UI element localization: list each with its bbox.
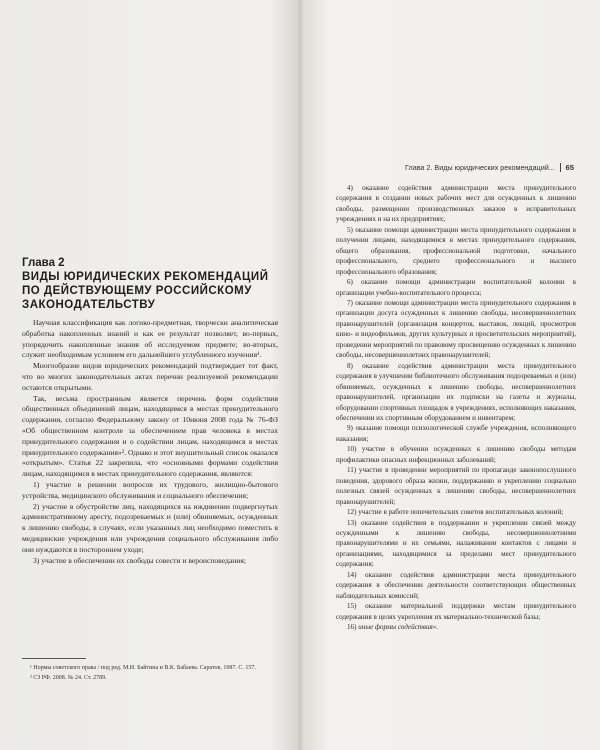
paragraph: 4) оказание содействия администрации места принудительного содержания в создании новых рабочих мест для осужденных к лишению свободы, размещении производственных заказов в исправительных учреждениях и на их предприятиях; <box>336 184 576 224</box>
paragraph: 5) оказание помощи администрации места принудительного содержания в получении лицами, находящимися в местах принудительного содержания, общего образования, профессиональной подготовки, начального профессионального, среднего профессионального и высшего профессионального образования; <box>336 225 576 276</box>
paragraph: Научная классификация как логико-предметная, творчески аналитическая обработка накопленных знаний и как ее результат позволяет, во-первых, упорядочить накопленные знания об исследуемом предмете; во-вторых, служит необходимым условием его дальнейшего углубленного изучения¹. <box>22 318 278 360</box>
paragraph: 6) оказание помощи администрации воспитательной колонии в организации учебно-воспитательного процесса; <box>336 278 576 297</box>
paragraph: 12) участие в работе попечительских советов воспитательных колоний; <box>347 508 564 517</box>
footnote-divider <box>22 658 86 659</box>
footnote: ² СЗ РФ. 2008. № 24. Ст. 2789. <box>30 675 107 681</box>
paragraph: 1) участие в решении вопросов их трудового, жилищно-бытового устройства, медицинского обслуживания и социального обеспечения; <box>22 479 278 500</box>
paragraph: 15) оказание материальной поддержки местам принудительного содержания в целях укрепления их материально-технической базы; <box>336 602 576 621</box>
last-paragraph <box>336 622 576 632</box>
chapter-label: Глава 2 <box>22 257 65 269</box>
paragraph: 14) оказание содействия администрации места принудительного содержания в обеспечении деятельности соответствующих общественных наблюдательных комиссий; <box>336 570 576 600</box>
running-header <box>388 163 574 172</box>
footnotes <box>22 664 278 684</box>
running-header-title: Глава 2. Виды юридических рекомендаций... <box>405 163 555 172</box>
paragraph: 3) участие в обеспечении их свободы совести и вероисповедания; <box>33 555 246 565</box>
paragraph: 10) участие в обучении осужденных к лишению свободы методам профилактики опасных инфекционных заболеваний; <box>336 445 576 464</box>
left-body-text <box>22 318 278 566</box>
right-body-text <box>336 183 576 632</box>
paragraph: 11) участие в проведении мероприятий по пропаганде законопослушного поведения, здорового образа жизни, поддержанию и укреплению социально полезных связей осужденных к лишению свободы, несовершеннолетних правонарушителей; <box>336 466 576 506</box>
chapter-title: ВИДЫ ЮРИДИЧЕСКИХ РЕКОМЕНДАЦИЙ ПО ДЕЙСТВУЮЩЕМУ РОССИЙСКОМУ ЗАКОНОДАТЕЛЬСТВУ <box>22 271 269 311</box>
last-paragraph-number: 16) <box>347 623 357 632</box>
paragraph: Многообразие видов юридических рекомендаций подтверждает тот факт, что во многих законодательных актах перечни реализуемой рекомендации остаются открытыми. <box>22 361 278 392</box>
paragraph: 9) оказание помощи психологической службе учреждения, исполняющего наказания; <box>336 424 576 443</box>
footnote: ¹ Нормы советского права / под ред. М.И. Байтина и В.К. Бабаева. Саратов, 1987. С. 157. <box>30 665 256 671</box>
right-page <box>300 0 600 750</box>
paragraph: 2) участие в обустройстве лиц, находящихся на иждивении подвергнутых административному аресту, подозреваемых и (или) обвиняемых, осужденных к лишению свободы, в случаях, если указанных лиц необходимо поместить в медицинские учреждения или учреждения социального обслуживания либо они нуждаются в постороннем уходе; <box>22 501 278 554</box>
paragraph: 13) оказание содействия в поддержании и укреплении связей между осужденными к лишению свободы, несовершеннолетними правонарушителями и их семьями, налаживании контактов с лицами и организациями, находящимися за пределами мест принудительного содержания; <box>336 518 576 569</box>
paragraph: 8) оказание содействия администрации места принудительного содержания в улучшении библиотечного обслуживания подозреваемых и (или) обвиняемых, осужденных к лишению свободы, несовершеннолетних правонарушителей, организации их подписки на газеты и журналы, оборудовании спортивных площадок в учреждениях, исполняющих наказания, обеспечении их спортивным оборудованием и инвентарем; <box>336 361 576 422</box>
paragraph: 7) оказание помощи администрации места принудительного содержания в организации досуга осужденных к лишению свободы, несовершеннолетних правонарушителей (организация концертов, выставок, лекций, просмотров кино- и видеофильмов, других культурных и просветительских мероприятий), проведении мероприятий по правовому просвещению осужденных к лишению свободы, несовершеннолетних правонарушителей; <box>336 298 576 360</box>
header-separator <box>560 163 561 172</box>
paragraph: Так, весьма пространным является перечень форм содействия общественных объединений лицам, находящимся в местах принудительного содержания, согласно Федеральному закону от 10июня 2008 года № 76-ФЗ «Об общественном контроле за обеспечением прав человека в местах принудительного содержания и о содействии лицам, находящимся в местах принудительного содержания»². Однако и этот внушительный список оказался «открытым». Статья 22 закрепила, что «основными формами содействия лицам, находящимся в местах принудительного содержания, являются: <box>22 393 278 479</box>
last-paragraph-text: иные формы содействия». <box>358 623 439 632</box>
page-number: 65 <box>565 163 574 172</box>
